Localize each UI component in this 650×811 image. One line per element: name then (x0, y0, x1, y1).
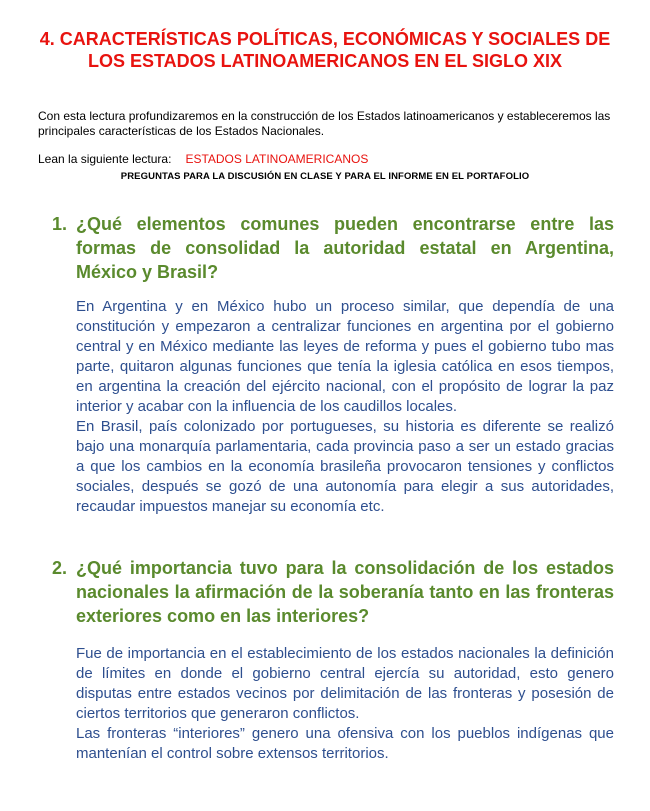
page-title: 4. CARACTERÍSTICAS POLÍTICAS, ECONÓMICAS Y SOCIALES DE LOS ESTADOS LATINOAMERICANOS EN EL SIGLO XIX (39, 29, 611, 71)
intro-text: Con esta lectura profundizaremos en la construcción de los Estados latinoamericanos y estableceremos las principales características de los Estados Nacionales. (38, 109, 611, 138)
answer-paragraph: Fue de importancia en el establecimiento de los estados nacionales la definición de límites en donde el gobierno central ejercía su autoridad, esto genero disputas entre estados vecinos por delimitación de las fronteras y posesión de ciertos territorios que generaron conflictos. (76, 645, 614, 722)
question-1 (52, 212, 614, 284)
answer-paragraph: En Argentina y en México hubo un proceso similar, que dependía de una constitución y empezaron a centralizar funciones en argentina por el gobierno central y en México mediante las leyes de reforma y pues el gobierno tubo mas parte, quitaron algunas funciones que tenía la iglesia católica en esos tiempos, en argentina la creación del ejército nacional, con el propósito de lograr la paz interior y acabar con la influencia de los caudillos locales. (76, 298, 614, 415)
question-2 (52, 556, 614, 628)
question-text: ¿Qué importancia tuvo para la consolidación de los estados nacionales la afirmación de la soberanía tanto en las fronteras exteriores como en las interiores? (76, 558, 614, 626)
question-number: 2. (52, 558, 68, 578)
question-number: 1. (52, 214, 68, 234)
reading-link[interactable]: ESTADOS LATINOAMERICANOS (185, 152, 369, 166)
question-text: ¿Qué elementos comunes pueden encontrarse entre las formas de consolidad la autoridad estatal en Argentina, México y Brasil? (76, 214, 614, 282)
answer-paragraph: Las fronteras “interiores” genero una ofensiva con los pueblos indígenas que mantenían el control sobre extensos territorios. (76, 725, 614, 762)
answer-2 (76, 644, 614, 764)
reading-label: Lean la siguiente lectura: (38, 152, 172, 166)
answer-1 (76, 297, 614, 517)
section-subheading: PREGUNTAS PARA LA DISCUSIÓN EN CLASE Y PARA EL INFORME EN EL PORTAFOLIO (120, 171, 530, 182)
reading-line (38, 152, 368, 167)
answer-paragraph: En Brasil, país colonizado por portugueses, su historia es diferente se realizó bajo una monarquía parlamentaria, cada provincia paso a ser un estado gracias a que los cambios en la economía brasileña provocaron tensiones y conflictos sociales, después se gozó de una autonomía para elegir a sus autoridades, recaudar impuestos manejar su economía etc. (76, 418, 614, 515)
